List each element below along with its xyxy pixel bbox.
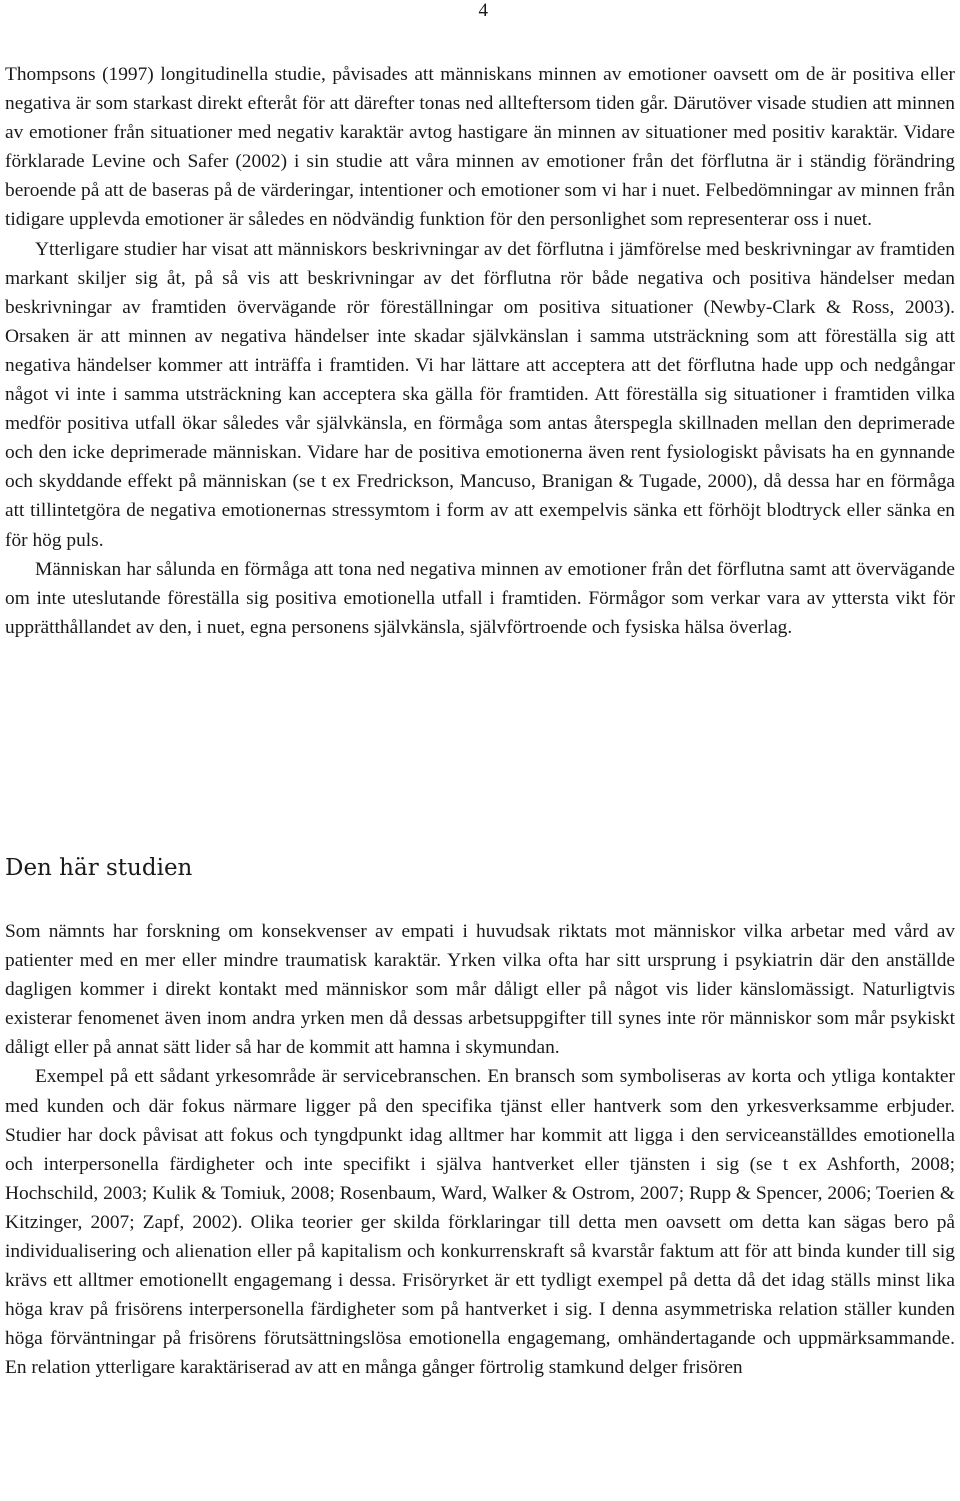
body-text-section-one (5, 60, 955, 642)
body-text-section-two (5, 917, 955, 1383)
page-number: 4 (478, 0, 488, 21)
paragraph: Människan har sålunda en förmåga att tona ned negativa minnen av emotioner från det förflutna samt att övervägande om inte uteslutande föreställa sig positiva emotionella utfall i framtiden. Förmågor som verkar vara av yttersta vikt för upprätthållandet av den, i nuet, egna personens självkänsla, självförtroende och fysiska hälsa överlag. (5, 558, 955, 638)
paragraph: Ytterligare studier har visat att människors beskrivningar av det förflutna i jämförelse med beskrivningar av framtiden markant skiljer sig åt, på så vis att beskrivningar av det förflutna rör både negativa och positiva händelser medan beskrivningar av framtiden övervägande rör föreställningar om positiva situationer (Newby-Clark & Ross, 2003). Orsaken är att minnen av negativa händelser inte skadar självkänslan i samma utsträckning som att föreställa sig att negativa händelser kommer att inträffa i framtiden. Vi har lättare att acceptera att det förflutna hade upp och nedgångar något vi inte i samma utsträckning kan acceptera ska gälla för framtiden. Att föreställa sig situationer i framtiden vilka medför positiva utfall ökar således vår självkänsla, en förmåga som antas återspegla skillnaden mellan den deprimerade och den icke deprimerade människan. Vidare har de positiva emotionerna även rent fysiologiskt påvisats ha en gynnande och skyddande effekt på människan (se t ex Fredrickson, Mancuso, Branigan & Tugade, 2000), då dessa har en förmåga att tillintetgöra de negativa emotionernas stressymtom i form av att exempelvis sänka ett förhöjt blodtryck eller sänka en för hög puls. (5, 238, 955, 551)
paragraph: Thompsons (1997) longitudinella studie, påvisades att människans minnen av emotioner oavsett om de är positiva eller negativa är som starkast direkt efteråt för att därefter tonas ned allteftersom tiden går. Därutöver visade studien att minnen av emotioner från situationer med negativ karaktär avtog hastigare än minnen av situationer med positiv karaktär. Vidare förklarade Levine och Safer (2002) i sin studie att våra minnen av emotioner från det förflutna är i ständig förändring beroende på att de baseras på de värderingar, intentioner och emotioner som vi har i nuet. Felbedömningar av minnen från tidigare upplevda emotioner är således en nödvändig funktion för den personlighet som representerar oss i nuet. (5, 64, 955, 231)
paragraph: Som nämnts har forskning om konsekvenser av empati i huvudsak riktats mot människor vilka arbetar med vård av patienter med en mer eller mindre traumatisk karaktär. Yrken vilka ofta har sitt ursprung i psykiatrin där den anställde dagligen kommer i direkt kontakt med människor som mår dåligt eller på något vis lider känslomässigt. Naturligtvis existerar fenomenet även inom andra yrken men då dessas arbetsuppgifter till synes inte rör människor som mår psykiskt dåligt eller på annat sätt lider så har de kommit att hamna i skymundan. (5, 921, 955, 1059)
section-heading: Den här studien (5, 855, 193, 881)
paragraph: Exempel på ett sådant yrkesområde är servicebranschen. En bransch som symboliseras av korta och ytliga kontakter med kunden och där fokus närmare ligger på den specifika tjänst eller hantverk som den yrkesverksamme erbjuder. Studier har dock påvisat att fokus och tyngdpunkt idag alltmer har kommit att ligga i den serviceanställdes emotionella och interpersonella färdigheter och inte specifikt i själva hantverket eller tjänsten i sig (se t ex Ashforth, 2008; Hochschild, 2003; Kulik & Tomiuk, 2008; Rosenbaum, Ward, Walker & Ostrom, 2007; Rupp & Spencer, 2006; Toerien & Kitzinger, 2007; Zapf, 2002). Olika teorier ger skilda förklaringar till detta men oavsett om detta kan sägas bero på individualisering och alienation eller på kapitalism och konkurrenskraft så kvarstår faktum att för att binda kunder till sig krävs ett alltmer emotionellt engagemang i dessa. Frisöryrket är ett tydligt exempel på detta då det idag ställs minst lika höga krav på frisörens interpersonella färdigheter som på hantverket i sig. I denna asymmetriska relation ställer kunden höga förväntningar på frisörens förutsättningslösa emotionella engagemang, omhändertagande och uppmärksammande. En relation ytterligare karaktäriserad av att en många gånger förtrolig stamkund delger frisören (5, 1066, 955, 1379)
